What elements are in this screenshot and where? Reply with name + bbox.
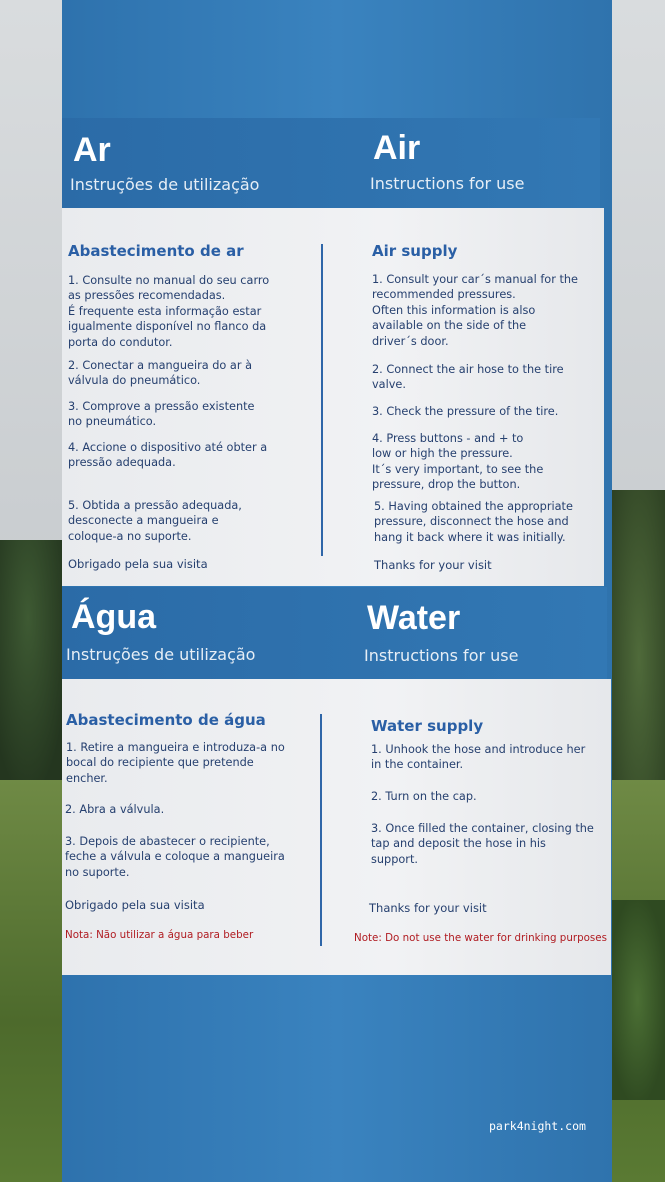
air-step-2-pt: 2. Conectar a mangueira do ar à válvula do pneumático. (68, 359, 253, 388)
air-section-title-en: Air supply (372, 242, 458, 260)
air-thanks-pt: Obrigado pela sua visita (68, 557, 208, 571)
water-section-title-pt: Abastecimento de água (66, 711, 266, 729)
air-step-2-en: 2. Connect the air hose to the tire valve. (372, 363, 564, 392)
air-section-title-pt: Abastecimento de ar (68, 242, 244, 260)
air-step-3-en: 3. Check the pressure of the tire. (372, 405, 559, 418)
air-step-4-en: 4. Press buttons - and + to low or high the pressure. It´s very important, to see the pressure, drop the button. (372, 432, 544, 492)
water-step-3-pt: 3. Depois de abastecer o recipiente, feche a válvula e coloque a mangueira no suporte. (65, 835, 285, 879)
water-heading-en: Water (367, 599, 461, 637)
water-note-en: Note: Do not use the water for drinking purposes (354, 932, 607, 944)
trees-left (0, 540, 70, 800)
air-step-1-en: 1. Consult your car´s manual for the recommended pressures. Often this information is also available on the side of the driver´s door. (372, 273, 578, 348)
air-step-3-pt: 3. Comprove a pressão existente no pneumático. (68, 400, 255, 429)
air-step-1-pt: 1. Consulte no manual do seu carro as pressões recomendadas. É frequente esta informação estar igualmente disponível no flanco da porta do condutor. (68, 274, 270, 349)
water-subheading-en: Instructions for use (364, 646, 519, 665)
bush-right (610, 900, 665, 1100)
water-subheading-pt: Instruções de utilização (66, 645, 256, 664)
water-step-1-en: 1. Unhook the hose and introduce her in the container. (371, 743, 586, 772)
water-step-2-en: 2. Turn on the cap. (371, 790, 477, 803)
air-heading-pt: Ar (73, 131, 111, 169)
air-column-divider (321, 244, 323, 556)
water-thanks-en: Thanks for your visit (369, 901, 487, 915)
water-section-title-en: Water supply (371, 717, 484, 735)
water-heading-pt: Água (71, 598, 156, 636)
air-subheading-en: Instructions for use (370, 174, 525, 193)
water-thanks-pt: Obrigado pela sua visita (65, 898, 205, 912)
air-thanks-en: Thanks for your visit (374, 558, 492, 572)
air-step-4-pt: 4. Accione o dispositivo até obter a pressão adequada. (68, 441, 268, 470)
air-step-5-en: 5. Having obtained the appropriate pressure, disconnect the hose and hang it back where it was initially. (374, 500, 573, 544)
water-step-1-pt: 1. Retire a mangueira e introduza-a no bocal do recipiente que pretende encher. (66, 741, 285, 785)
water-step-2-pt: 2. Abra a válvula. (65, 803, 165, 816)
air-heading-en: Air (373, 129, 421, 167)
air-subheading-pt: Instruções de utilização (70, 175, 260, 194)
water-step-3-en: 3. Once filled the container, closing the tap and deposit the hose in his support. (371, 822, 594, 866)
water-note-pt: Nota: Não utilizar a água para beber (65, 929, 254, 941)
air-step-5-pt: 5. Obtida a pressão adequada, desconecte a mangueira e coloque-a no suporte. (68, 499, 242, 543)
air-header-band (62, 118, 600, 208)
water-column-divider (320, 714, 322, 946)
watermark: park4night.com (489, 1119, 586, 1133)
